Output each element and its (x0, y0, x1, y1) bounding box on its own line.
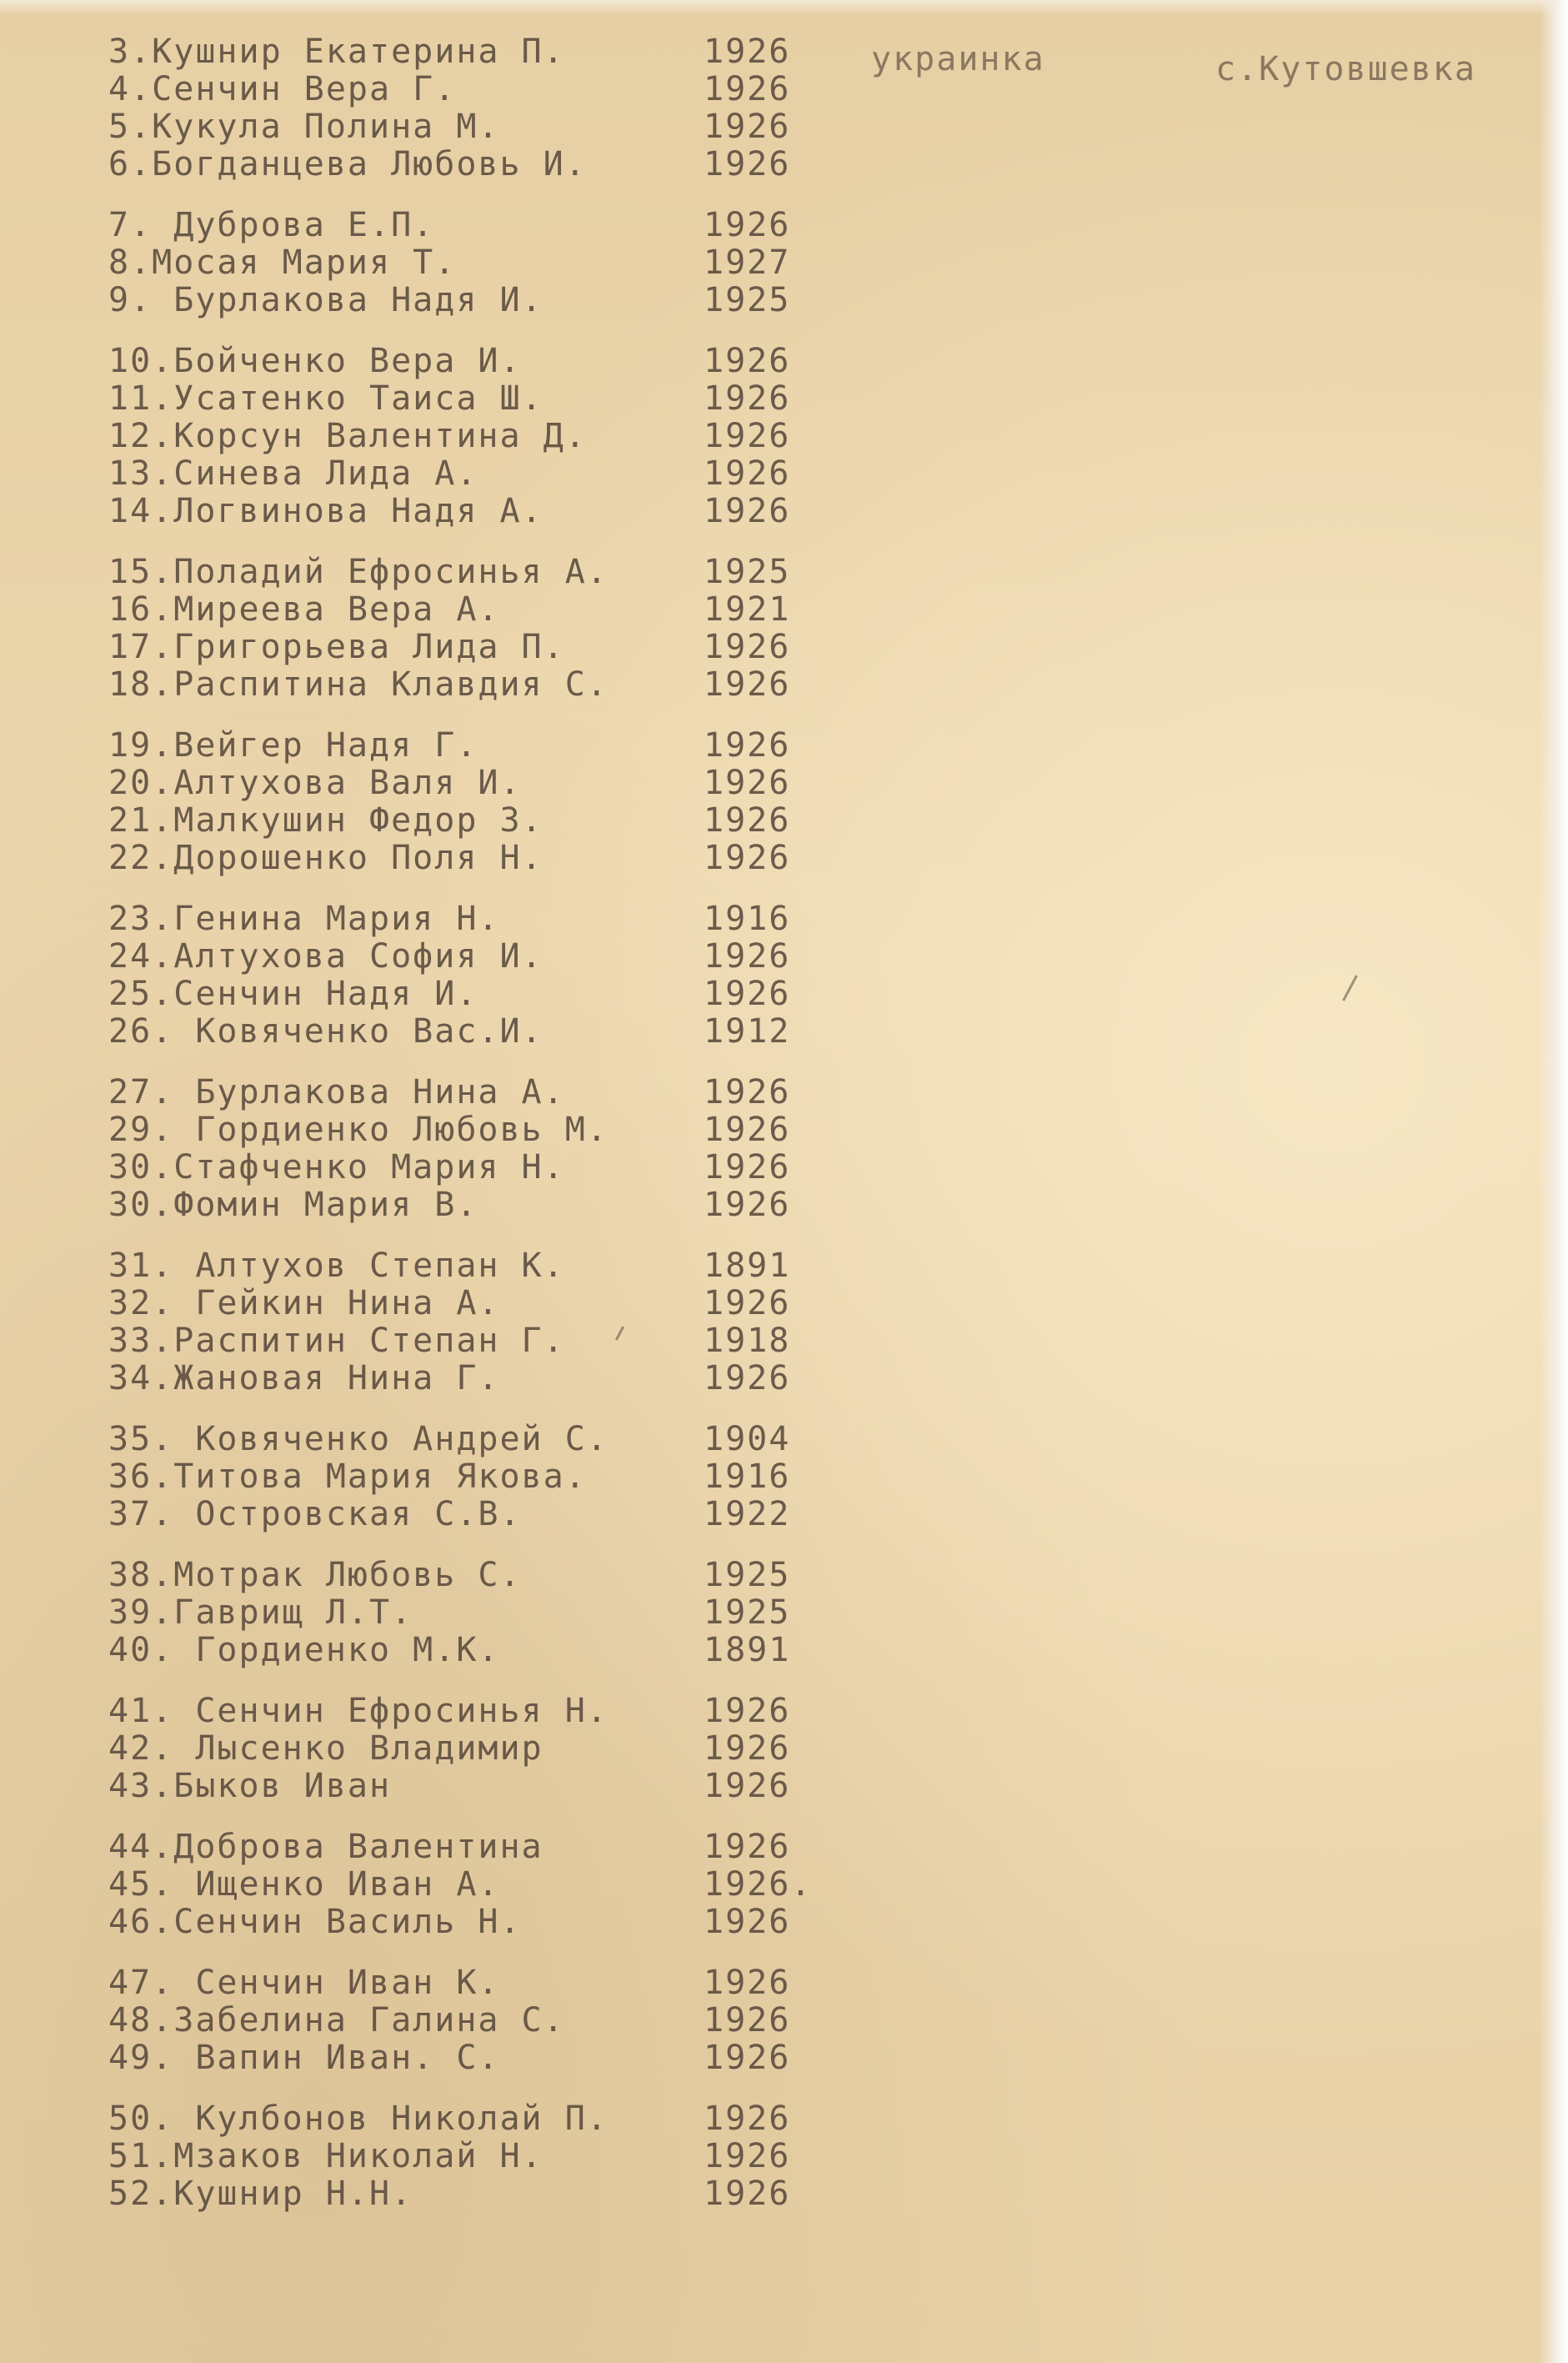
birth-year: 1904 (704, 1420, 791, 1458)
person-name: 33.Распитин Степан Г. (108, 1322, 565, 1360)
list-item (108, 1768, 859, 1805)
list-item (108, 1285, 859, 1322)
birth-year: 1926 (704, 206, 791, 244)
birth-year: 1926 (704, 1186, 791, 1224)
birth-year: 1926 (704, 839, 791, 877)
person-name: 32. Гейкин Нина А. (108, 1285, 500, 1322)
entry-group (108, 1964, 859, 2077)
person-name: 34.Жановая Нина Г. (108, 1360, 500, 1397)
list-item (108, 1557, 859, 1594)
birth-year: 1925 (704, 553, 791, 591)
person-name: 25.Сенчин Надя И. (108, 976, 478, 1013)
list-item (108, 1693, 859, 1730)
person-name: 41. Сенчин Ефросинья Н. (108, 1693, 609, 1730)
birth-year: 1925 (704, 1593, 791, 1632)
birth-year: 1926 (704, 1111, 791, 1149)
entry-group (108, 1557, 859, 1669)
list-item (108, 282, 859, 319)
birth-year: 1926. (704, 1865, 813, 1904)
entry-group (108, 207, 859, 319)
list-item (108, 1594, 859, 1632)
list-item (108, 33, 859, 71)
list-item (108, 1247, 859, 1285)
list-item (108, 1421, 859, 1458)
list-item (108, 418, 859, 455)
person-name: 8.Мосая Мария Т. (108, 244, 457, 282)
person-name: 11.Усатенко Таиса Ш. (108, 380, 544, 418)
entry-group (108, 727, 859, 877)
person-name: 5.Кукула Полина М. (108, 108, 500, 146)
list-item (108, 1074, 859, 1111)
person-name: 48.Забелина Галина С. (108, 2002, 565, 2039)
person-name: 43.Быков Иван (108, 1768, 392, 1805)
person-name: 45. Ищенко Иван А. (108, 1866, 500, 1904)
list-item (108, 244, 859, 282)
entry-group (108, 1693, 859, 1805)
list-item (108, 765, 859, 802)
entry-group (108, 1421, 859, 1533)
birth-year: 1926 (704, 726, 791, 765)
list-item (108, 380, 859, 418)
person-name: 22.Дорошенко Поля Н. (108, 840, 544, 877)
birth-year: 1926 (704, 454, 791, 493)
person-name: 3.Кушнир Екатерина П. (108, 33, 565, 71)
person-name: 51.Мзаков Николай Н. (108, 2138, 544, 2175)
birth-year: 1926 (704, 628, 791, 666)
list-item (108, 554, 859, 591)
person-name: 24.Алтухова София И. (108, 938, 544, 976)
list-item (108, 938, 859, 976)
person-name: 31. Алтухов Степан К. (108, 1247, 565, 1285)
person-name: 15.Поладий Ефросинья А. (108, 554, 609, 591)
list-item (108, 146, 859, 183)
birth-year: 1926 (704, 492, 791, 530)
list-item (108, 901, 859, 938)
entry-group (108, 1247, 859, 1397)
person-name: 17.Григорьева Лида П. (108, 629, 565, 666)
list-item (108, 1964, 859, 2002)
list-item (108, 1322, 859, 1360)
list-item (108, 1866, 859, 1904)
list-item (108, 2100, 859, 2138)
person-name: 49. Вапин Иван. С. (108, 2039, 500, 2077)
birth-year: 1891 (704, 1247, 791, 1285)
list-item (108, 493, 859, 530)
birth-year: 1927 (704, 243, 791, 282)
person-name: 40. Гордиенко М.К. (108, 1632, 500, 1669)
list-item (108, 1458, 859, 1496)
person-name: 9. Бурлакова Надя И. (108, 282, 544, 319)
list-item (108, 71, 859, 108)
person-name: 47. Сенчин Иван К. (108, 1964, 500, 2002)
person-name: 10.Бойченко Вера И. (108, 343, 522, 380)
birth-year: 1916 (704, 1457, 791, 1496)
list-item (108, 840, 859, 877)
entry-group (108, 2100, 859, 2213)
birth-year: 1922 (704, 1495, 791, 1533)
birth-year: 1926 (704, 1964, 791, 2002)
list-item (108, 343, 859, 380)
birth-year: 1926 (704, 1359, 791, 1397)
list-item (108, 1149, 859, 1187)
list-item (108, 591, 859, 629)
birth-year: 1926 (704, 145, 791, 183)
person-name: 23.Генина Мария Н. (108, 901, 500, 938)
person-name: 37. Островская С.В. (108, 1496, 522, 1533)
list-item (108, 1496, 859, 1533)
birth-year: 1926 (704, 1284, 791, 1322)
person-name: 16.Миреева Вера А. (108, 591, 500, 629)
entry-group (108, 901, 859, 1051)
birth-year: 1926 (704, 342, 791, 380)
birth-year: 1926 (704, 1828, 791, 1866)
list-item (108, 1013, 859, 1051)
person-name: 35. Ковяченко Андрей С. (108, 1421, 609, 1458)
birth-year: 1926 (704, 2001, 791, 2039)
birth-year: 1891 (704, 1631, 791, 1669)
page-right-edge (1540, 0, 1568, 2363)
person-name: 50. Кулбонов Николай П. (108, 2100, 609, 2138)
list-item (108, 802, 859, 840)
entry-group (108, 343, 859, 530)
pencil-tick-mark (1342, 975, 1358, 1001)
person-name: 4.Сенчин Вера Г. (108, 71, 457, 108)
list-item (108, 207, 859, 244)
list-item (108, 108, 859, 146)
person-name: 19.Вейгер Надя Г. (108, 727, 478, 765)
list-item (108, 727, 859, 765)
birth-year: 1926 (704, 70, 791, 108)
person-name: 29. Гордиенко Любовь М. (108, 1111, 609, 1149)
birth-year: 1926 (704, 2175, 791, 2213)
birth-year: 1926 (704, 1148, 791, 1187)
person-name: 26. Ковяченко Вас.И. (108, 1013, 544, 1051)
birth-year: 1926 (704, 801, 791, 840)
person-name: 38.Мотрак Любовь С. (108, 1557, 522, 1594)
page-top-edge (0, 0, 1568, 15)
birth-year: 1926 (704, 33, 791, 71)
person-name: 30.Стафченко Мария Н. (108, 1149, 565, 1187)
birth-year: 1926 (704, 1073, 791, 1111)
birth-year: 1926 (704, 2137, 791, 2175)
birth-year: 1926 (704, 937, 791, 976)
birth-year: 1926 (704, 665, 791, 704)
list-item (108, 1111, 859, 1149)
list-item (108, 2002, 859, 2039)
header-village: с.Кутовшевка (1215, 50, 1476, 88)
entry-group (108, 1829, 859, 1941)
entry-group (108, 554, 859, 704)
birth-year: 1926 (704, 1767, 791, 1805)
list-item (108, 2039, 859, 2077)
person-name: 14.Логвинова Надя А. (108, 493, 544, 530)
person-name: 18.Распитина Клавдия С. (108, 666, 609, 704)
header-nationality: украинка (871, 40, 1045, 78)
person-name: 7. Дуброва Е.П. (108, 207, 435, 244)
birth-year: 1926 (704, 1692, 791, 1730)
list-item (108, 1360, 859, 1397)
person-name: 42. Лысенко Владимир (108, 1730, 544, 1768)
person-name: 30.Фомин Мария В. (108, 1187, 478, 1224)
person-name: 44.Доброва Валентина (108, 1829, 544, 1866)
person-name: 13.Синева Лида А. (108, 455, 478, 493)
entry-group (108, 1074, 859, 1224)
list-item (108, 976, 859, 1013)
list-item (108, 629, 859, 666)
list-item (108, 2138, 859, 2175)
person-name: 20.Алтухова Валя И. (108, 765, 522, 802)
person-name: 36.Титова Мария Якова. (108, 1458, 587, 1496)
list-item (108, 1904, 859, 1941)
person-name: 6.Богданцева Любовь И. (108, 146, 587, 183)
entry-group (108, 33, 859, 183)
list-item (108, 1187, 859, 1224)
list-item (108, 1632, 859, 1669)
person-name: 39.Гаврищ Л.Т. (108, 1594, 413, 1632)
birth-year: 1926 (704, 108, 791, 146)
person-name: 46.Сенчин Василь Н. (108, 1904, 522, 1941)
list-item (108, 2175, 859, 2213)
birth-year: 1925 (704, 1556, 791, 1594)
name-list (108, 33, 859, 2236)
birth-year: 1926 (704, 417, 791, 455)
birth-year: 1926 (704, 1729, 791, 1768)
birth-year: 1926 (704, 975, 791, 1013)
person-name: 21.Малкушин Федор З. (108, 802, 544, 840)
birth-year: 1916 (704, 900, 791, 938)
list-item (108, 1829, 859, 1866)
person-name: 27. Бурлакова Нина А. (108, 1074, 565, 1111)
birth-year: 1926 (704, 1903, 791, 1941)
list-item (108, 1730, 859, 1768)
birth-year: 1926 (704, 2100, 791, 2138)
birth-year: 1926 (704, 2039, 791, 2077)
list-item (108, 666, 859, 704)
birth-year: 1926 (704, 379, 791, 418)
person-name: 52.Кушнир Н.Н. (108, 2175, 413, 2213)
birth-year: 1912 (704, 1012, 791, 1051)
birth-year: 1925 (704, 281, 791, 319)
birth-year: 1918 (704, 1322, 791, 1360)
birth-year: 1921 (704, 590, 791, 629)
list-item (108, 455, 859, 493)
birth-year: 1926 (704, 764, 791, 802)
person-name: 12.Корсун Валентина Д. (108, 418, 587, 455)
